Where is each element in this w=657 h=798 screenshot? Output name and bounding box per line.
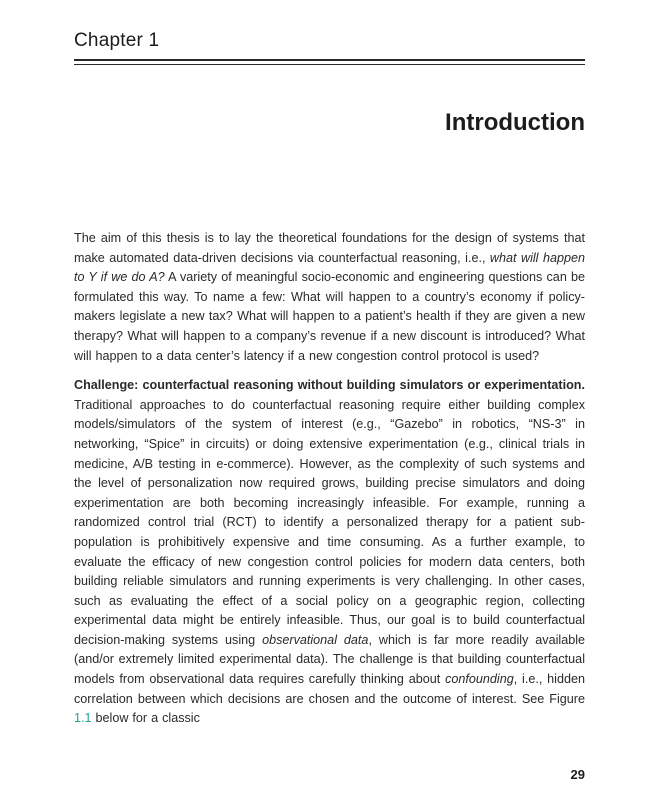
text-run: The aim of this thesis is to lay the theoretical foundations for the design of systems that make automated data-driven decisions via counterfactual reasoning, i.e., — [74, 231, 585, 265]
text-run-italic: observational data — [262, 632, 369, 647]
text-run: A variety of meaningful socio-economic and engineering questions can be formulated this way. To name a few: What will happen to a country’s economy if policy-makers legislate a new tax? What will happen to a patient’s health if they are given a new therapy? What will happen to a company’s revenue if a new discount is introduced? What will happen to a data center’s latency if a new congestion control protocol is used? — [74, 270, 585, 363]
paragraph-1 — [74, 229, 585, 366]
chapter-label: Chapter 1 — [74, 30, 160, 51]
text-run: , i.e., hidden correlation between which decisions are chosen and the outcome of interest. See Figure — [74, 672, 585, 706]
text-run: Traditional approaches to do counterfactual reasoning require either building complex models/simulators of the system of interest (e.g., “Gazebo” in robotics, “NS-3” in networking, “Spice” in circuits) or doing extensive experimentation (e.g., clinical trials in medicine, A/B testing in e-commerce). However, as the complexity of such systems and the level of personalization now required grows, building precise simulators and doing experimentation are both becoming increasingly infeasible. For example, running a randomized control trial (RCT) to identify a personalized therapy for a patient sub-population is prohibitively expensive and time consuming. As a further example, to evaluate the efficacy of new congestion control policies for modern data centers, both building reliable simulators and running experiments is very challenging. In other cases, such as evaluating the effect of a social policy on a geographic region, collecting experimental data might be entirely infeasible. Thus, our goal is to build counterfactual decision-making systems using — [74, 397, 585, 647]
page-header — [74, 30, 585, 65]
figure-ref-link[interactable]: 1.1 — [74, 711, 92, 726]
body-text — [74, 229, 585, 729]
page-number: 29 — [570, 767, 585, 782]
text-run-italic: what will happen to Y if we do A? — [74, 250, 585, 285]
text-run-italic: confounding — [445, 672, 514, 687]
chapter-title: Introduction — [445, 109, 585, 136]
paragraph-2 — [74, 376, 585, 729]
text-run: below for a classic — [91, 711, 200, 726]
text-run-bold: Challenge: counterfactual reasoning without building simulators or experimentation. — [74, 378, 585, 393]
header-rule — [74, 59, 585, 65]
text-run: , which is far more readily available (and/or extremely limited experimental data). The challenge is that building counterfactual models from observational data requires carefully thinking about — [74, 632, 585, 687]
